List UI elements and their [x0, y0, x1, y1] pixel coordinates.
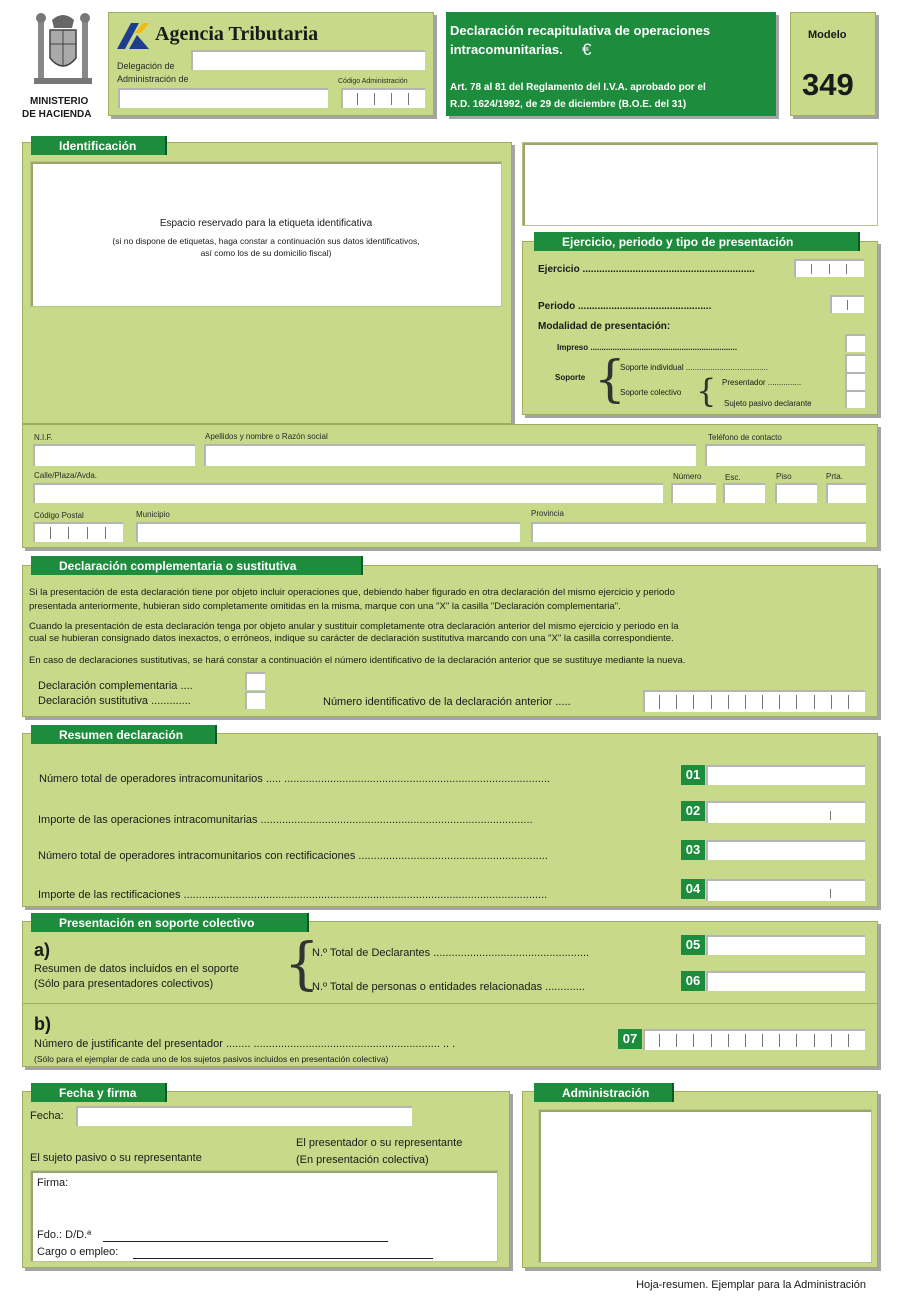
nif-label: N.I.F. [34, 433, 53, 442]
justificante-note: (Sólo para el ejemplar de cada uno de los sujetos pasivos incluidos en presentación colectiva) [34, 1054, 389, 1064]
administracion-box[interactable] [538, 1109, 872, 1263]
tab-ejercicio: Ejercicio, periodo y tipo de presentación [534, 232, 860, 251]
piso-field[interactable] [775, 483, 817, 503]
title-panel [446, 12, 776, 116]
legal-line1: Art. 78 al 81 del Reglamento del I.V.A. aprobado por el [450, 82, 706, 93]
colectivo-code-06: 06 [681, 971, 705, 991]
soporte-brace: { [594, 350, 626, 408]
colectivo-code-07: 07 [618, 1029, 642, 1049]
reserved-note2: así como los de su domicilio fiscal) [200, 248, 332, 258]
numero-anterior-label: Número identificativo de la declaración anterior ..... [323, 696, 571, 708]
colectivo-a-line1: Resumen de datos incluidos en el soporte [34, 963, 239, 975]
ministry-line1: MINISTERIO [30, 96, 89, 107]
prta-field[interactable] [826, 483, 866, 503]
tab-administracion: Administración [534, 1083, 674, 1102]
soporte-individual-label: Soporte individual ..................................... [620, 363, 769, 372]
form-title-line1: Declaración recapitulativa de operaciones [450, 23, 711, 38]
resumen-field-04[interactable] [706, 879, 865, 901]
firma-box[interactable] [30, 1170, 498, 1262]
complementaria-p2-line2: cual se hubieran consignado datos inexactos, o erróneos, indique su carácter de declaración sustitutiva marcando con una "X" la casilla correspondiente. [29, 633, 674, 644]
numero-field[interactable] [671, 483, 716, 503]
esc-field[interactable] [723, 483, 765, 503]
top-right-blank-box [522, 142, 878, 226]
fecha-label: Fecha: [30, 1110, 64, 1122]
ministry-line2: DE HACIENDA [22, 109, 92, 120]
impreso-checkbox[interactable] [845, 334, 865, 352]
sustitutiva-label: Declaración sustitutiva ............. [38, 695, 191, 707]
complementaria-p1-line2: presentada anteriormente, hubieran sido completamente omitidas en la misma, marque con una "X" la casilla "Declaración complementaria". [29, 601, 621, 612]
ejercicio-field[interactable] [794, 259, 864, 277]
delegacion-field[interactable] [191, 50, 425, 70]
footer-text: Hoja-resumen. Ejemplar para la Administración [636, 1279, 866, 1291]
personas-field[interactable] [706, 971, 865, 991]
cargo-label: Cargo o empleo: [37, 1246, 119, 1258]
presentador-checkbox[interactable] [845, 372, 865, 390]
modelo-label: Modelo [808, 29, 847, 41]
esc-label: Esc. [725, 473, 741, 482]
form-title-line2: intracomunitarias. [450, 42, 563, 57]
euro-symbol: € [582, 40, 592, 59]
ministry-logo [22, 12, 104, 122]
colectivo-b-marker: b) [34, 1014, 51, 1034]
resumen-field-02[interactable] [706, 801, 865, 823]
reserved-title: Espacio reservado para la etiqueta identificativa [159, 218, 373, 229]
presentador-firma-line1: El presentador o su representante [296, 1137, 463, 1149]
ejercicio-label: Ejercicio .............................................................. [538, 264, 755, 275]
presentador-label: Presentador ............... [722, 378, 802, 387]
fdo-line [103, 1241, 388, 1242]
modelo-panel [790, 12, 876, 116]
resumen-code-02: 02 [681, 801, 705, 821]
resumen-row-01-label: Número total de operadores intracomunitarios ..... ....................................................................................... [39, 773, 551, 785]
sujeto-pasivo-label: Sujeto pasivo declarante [724, 399, 812, 408]
agencia-logo-icon [113, 21, 151, 51]
piso-label: Piso [776, 472, 792, 481]
complementaria-p2-line1: Cuando la presentación de esta declaración tenga por objeto anular y sustituir completamente otra declaración anterior del mismo ejercicio y periodo en la [29, 621, 679, 632]
soporte-label: Soporte [555, 373, 586, 382]
soporte-colectivo-label: Soporte colectivo [620, 388, 682, 397]
apellidos-label: Apellidos y nombre o Razón social [205, 432, 328, 441]
sujeto-firma-label: El sujeto pasivo o su representante [30, 1152, 202, 1164]
resumen-row-02-label: Importe de las operaciones intracomunitarias ......................................................................................... [38, 814, 533, 826]
calle-label: Calle/Plaza/Avda. [34, 471, 97, 480]
tab-firma: Fecha y firma [31, 1083, 167, 1102]
codigo-postal-label: Código Postal [34, 511, 84, 520]
impreso-label: Impreso .................................................................. [557, 343, 738, 352]
sujeto-pasivo-checkbox[interactable] [845, 390, 865, 408]
agency-name: Agencia Tributaria [155, 23, 319, 45]
apellidos-field[interactable] [204, 444, 696, 466]
justificante-field[interactable] [643, 1029, 865, 1050]
firma-label: Firma: [37, 1177, 69, 1189]
municipio-field[interactable] [136, 522, 520, 542]
calle-field[interactable] [33, 483, 663, 503]
administracion-field[interactable] [118, 88, 328, 108]
agency-panel [108, 12, 434, 116]
modelo-number: 349 [802, 67, 854, 102]
legal-line2: R.D. 1624/1992, de 29 de diciembre (B.O.E. del 31) [450, 99, 687, 110]
tab-colectivo: Presentación en soporte colectivo [31, 913, 309, 932]
tab-identificacion: Identificación [31, 136, 167, 155]
delegacion-label: Delegación de [117, 61, 175, 71]
tab-complementaria: Declaración complementaria o sustitutiva [31, 556, 363, 575]
colectivo-brace: { [284, 932, 320, 997]
administracion-label: Administración de [117, 74, 189, 84]
telefono-label: Teléfono de contacto [708, 433, 782, 442]
resumen-row-03-label: Número total de operadores intracomunitarios con rectificaciones .............................................................. [38, 850, 548, 862]
colectivo-code-05: 05 [681, 935, 705, 955]
declarantes-field[interactable] [706, 935, 865, 955]
periodo-label: Periodo ................................................ [538, 301, 712, 312]
colectivo-divider [22, 1003, 878, 1004]
label-reserved-area[interactable] [30, 161, 502, 307]
nif-field[interactable] [33, 444, 195, 466]
presentador-firma-line2: (En presentación colectiva) [296, 1154, 429, 1166]
numero-anterior-field[interactable] [643, 690, 865, 712]
complementaria-checkbox[interactable] [245, 672, 265, 690]
modalidad-label: Modalidad de presentación: [538, 321, 671, 332]
cargo-line [133, 1258, 433, 1259]
codigo-admin-label: Código Administración [338, 78, 408, 85]
justificante-label: Número de justificante del presentador ........ ............................................................. .. . [34, 1038, 456, 1050]
resumen-field-01[interactable] [706, 765, 865, 785]
periodo-field[interactable] [830, 295, 864, 313]
soporte-colectivo-brace: { [696, 372, 717, 410]
resumen-row-04-label: Importe de las rectificaciones ....................................................................................................................... [38, 889, 548, 901]
resumen-code-03: 03 [681, 840, 705, 860]
complementaria-p3: En caso de declaraciones sustitutivas, se hará constar a continuación el número identificativo de la declaración anterior que se sustituye mediante la nueva. [29, 655, 686, 666]
declarantes-label: N.º Total de Declarantes ................................................... [312, 947, 590, 959]
resumen-field-03[interactable] [706, 840, 865, 860]
personas-label: N.º Total de personas o entidades relacionadas ............. [312, 981, 585, 993]
colectivo-a-line2: (Sólo para presentadores colectivos) [34, 978, 214, 990]
sustitutiva-checkbox[interactable] [245, 691, 265, 709]
soporte-individual-checkbox[interactable] [845, 354, 865, 372]
resumen-code-01: 01 [681, 765, 705, 785]
fdo-label: Fdo.: D/D.ª [37, 1229, 92, 1241]
codigo-postal-field[interactable] [33, 522, 123, 542]
telefono-field[interactable] [705, 444, 865, 466]
provincia-field[interactable] [531, 522, 866, 542]
fecha-field[interactable] [76, 1106, 412, 1126]
complementaria-label: Declaración complementaria .... [38, 680, 193, 692]
numero-label: Número [673, 472, 702, 481]
tab-resumen: Resumen declaración [31, 725, 217, 744]
provincia-label: Provincia [531, 509, 564, 518]
coat-of-arms-icon [22, 12, 104, 92]
municipio-label: Municipio [136, 510, 170, 519]
resumen-code-04: 04 [681, 879, 705, 899]
complementaria-p1-line1: Si la presentación de esta declaración tiene por objeto incluir operaciones que, debiendo haber figurado en otra declaración del mismo ejercicio y periodo [29, 587, 675, 598]
colectivo-a-marker: a) [34, 940, 51, 960]
reserved-note1: (si no dispone de etiquetas, haga constar a continuación sus datos identificativos, [112, 236, 420, 246]
prta-label: Prta. [826, 472, 843, 481]
codigo-admin-field[interactable] [341, 88, 425, 108]
